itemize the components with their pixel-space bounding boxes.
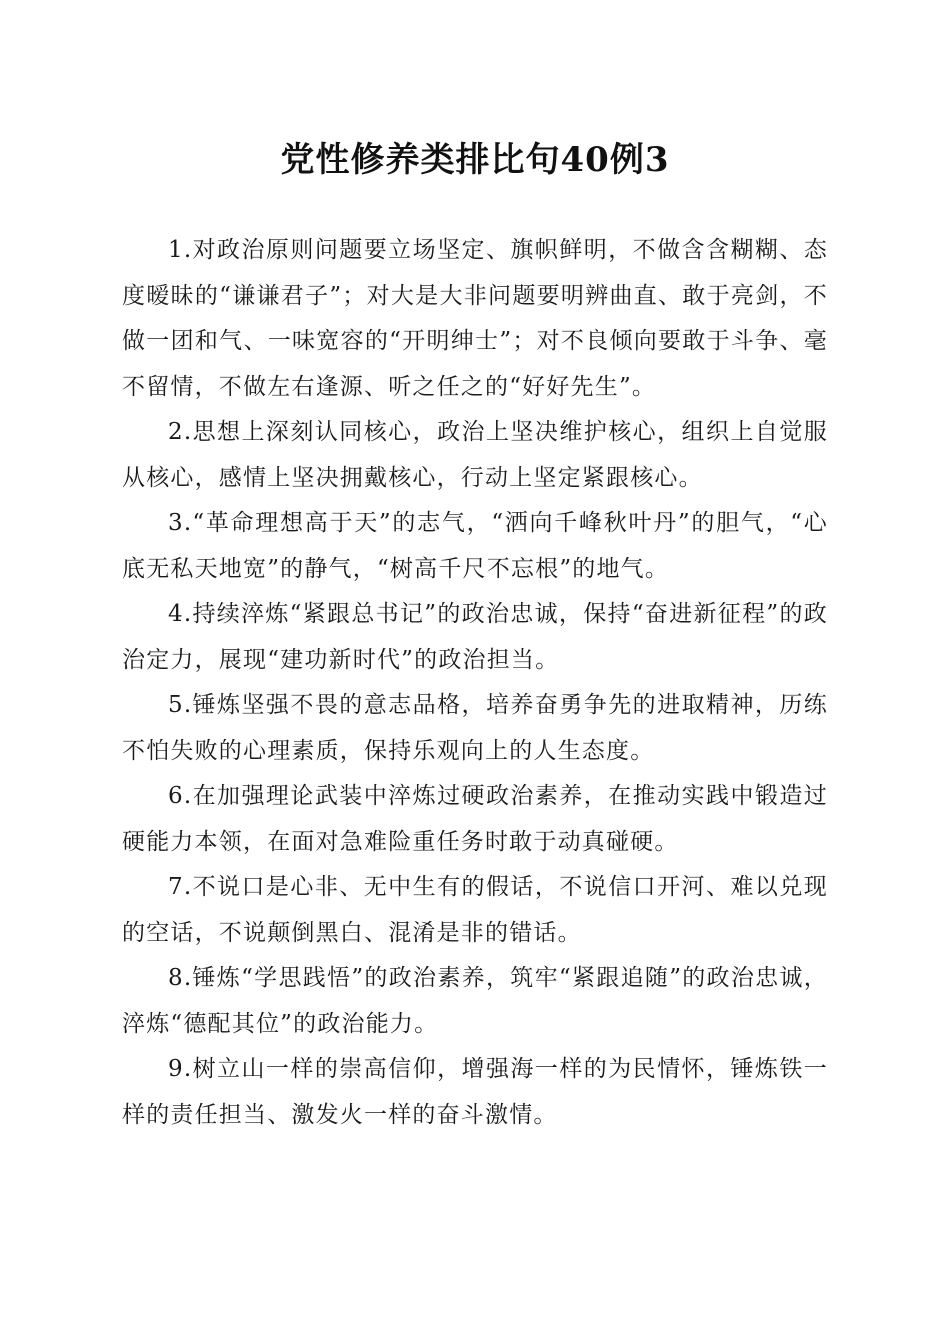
paragraph: 5.锤炼坚强不畏的意志品格，培养奋勇争先的进取精神，历练不怕失败的心理素质，保持乐观向上的人生态度。	[122, 692, 828, 764]
paragraph: 9.树立山一样的崇高信仰，增强海一样的为民情怀，锤炼铁一样的责任担当、激发火一样的奋斗激情。	[122, 1056, 828, 1128]
paragraph: 6.在加强理论武装中淬炼过硬政治素养，在推动实践中锻造过硬能力本领，在面对急难险重任务时敢于动真碰硬。	[122, 783, 828, 855]
document-body	[122, 228, 828, 1138]
paragraph: 3.“革命理想高于天”的志气，“洒向千峰秋叶丹”的胆气，“心底无私天地宽”的静气，“树高千尺不忘根”的地气。	[122, 510, 828, 582]
paragraph: 4.持续淬炼“紧跟总书记”的政治忠诚，保持“奋进新征程”的政治定力，展现“建功新时代”的政治担当。	[122, 601, 828, 673]
paragraph: 1.对政治原则问题要立场坚定、旗帜鲜明，不做含含糊糊、态度暧昧的“谦谦君子”；对大是大非问题要明辨曲直、敢于亮剑，不做一团和气、一味宽容的“开明绅士”；对不良倾向要敢于斗争、毫不留情，不做左右逢源、听之任之的“好好先生”。	[122, 237, 828, 400]
paragraph: 2.思想上深刻认同核心，政治上坚决维护核心，组织上自觉服从核心，感情上坚决拥戴核心，行动上坚定紧跟核心。	[122, 419, 828, 491]
paragraph: 8.锤炼“学思践悟”的政治素养，筑牢“紧跟追随”的政治忠诚，淬炼“德配其位”的政治能力。	[122, 965, 828, 1037]
document-title: 党性修养类排比句40例3	[280, 140, 670, 180]
paragraph: 7.不说口是心非、无中生有的假话，不说信口开河、难以兑现的空话，不说颠倒黑白、混淆是非的错话。	[122, 874, 828, 946]
